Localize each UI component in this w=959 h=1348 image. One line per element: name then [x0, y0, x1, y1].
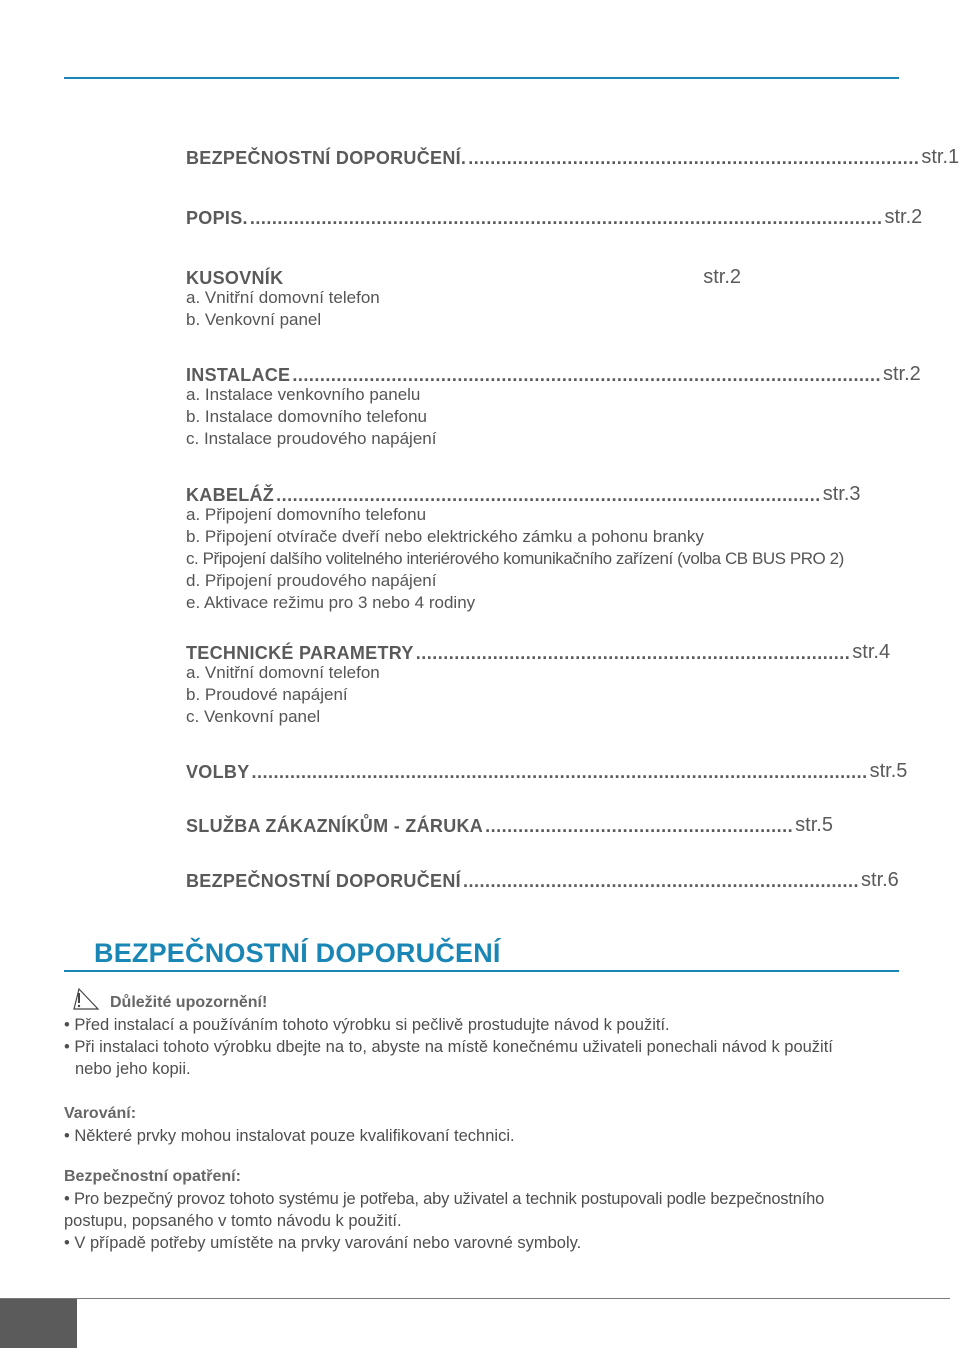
toc-entry-safety-recommendations[interactable] — [186, 868, 899, 892]
toc-leader-dots: ................................................................................................... — [276, 485, 821, 505]
toc-leader-dots: ................................................................................................................ — [251, 762, 868, 782]
toc-entry-wiring[interactable] — [186, 482, 861, 506]
safety-heading: Bezpečnostní opatření: — [64, 1168, 241, 1185]
toc-subentry[interactable]: b. Instalace domovního telefonu — [186, 407, 427, 426]
toc-entry-title: KUSOVNÍK — [186, 268, 284, 288]
toc-entry-options[interactable] — [186, 759, 908, 783]
notice-item-continuation: nebo jeho kopii. — [75, 1060, 191, 1078]
notice-item: • Před instalací a používáním tohoto výrobku si pečlivě prostudujte návod k použití. — [64, 1016, 670, 1034]
toc-subentry[interactable]: c. Venkovní panel — [186, 707, 321, 726]
warning-triangle-icon — [73, 988, 99, 1010]
safety-item: • Pro bezpečný provoz tohoto systému je potřeba, aby uživatel a technik postupovali podle bezpečnostního — [64, 1190, 825, 1208]
warning-item: • Některé prvky mohou instalovat pouze kvalifikovaní technici. — [64, 1127, 515, 1145]
toc-page-number: str.6 — [861, 869, 899, 891]
toc-page-number: str.1 — [921, 146, 959, 168]
toc-subentry[interactable]: d. Připojení proudového napájení — [186, 571, 437, 590]
toc-leader-dots: ........................................................................................................... — [292, 365, 881, 385]
section-divider — [64, 970, 899, 972]
toc-subentry[interactable]: a. Připojení domovního telefonu — [186, 505, 427, 524]
toc-entry-title: KABELÁŽ — [186, 485, 275, 505]
toc-entry-title: POPIS. — [186, 208, 248, 228]
toc-entry-parts-list[interactable] — [186, 265, 741, 289]
notice-heading: Důležité upozornění! — [110, 994, 268, 1011]
warning-heading: Varování: — [64, 1105, 137, 1122]
notice-item: • Při instalaci tohoto výrobku dbejte na to, abyste na místě konečnému uživateli ponechali návod k použití — [64, 1038, 833, 1056]
toc-leader-dots: ........................................................ — [485, 816, 794, 836]
toc-entry-title: TECHNICKÉ PARAMETRY — [186, 643, 414, 663]
toc-entry-technical-parameters[interactable] — [186, 640, 891, 664]
toc-subentry[interactable]: a. Instalace venkovního panelu — [186, 385, 421, 404]
toc-entry-title: VOLBY — [186, 762, 250, 782]
toc-entry-description[interactable] — [186, 205, 923, 229]
toc-leader-dots: ................................................................................................................... — [249, 208, 883, 228]
toc-entry-customer-service[interactable] — [186, 813, 833, 837]
toc-subentry[interactable]: c. Připojení dalšího volitelného interiérového komunikačního zařízení (volba CB BUS PRO 2) — [186, 549, 844, 568]
toc-leader-dots: ............................................................................... — [415, 643, 851, 663]
toc-page-number: str.4 — [852, 641, 891, 663]
toc-subentry[interactable]: b. Venkovní panel — [186, 310, 322, 329]
toc-page-number: str.2 — [884, 206, 923, 228]
toc-page-number: str.2 — [882, 363, 921, 385]
toc-subentry[interactable]: a. Vnitřní domovní telefon — [186, 288, 380, 307]
toc-subentry[interactable]: c. Instalace proudového napájení — [186, 429, 437, 448]
toc-subentry[interactable]: a. Vnitřní domovní telefon — [186, 663, 380, 682]
section-title: BEZPEČNOSTNÍ DOPORUČENÍ — [94, 938, 501, 968]
toc-page-number: str.3 — [822, 483, 861, 505]
toc-entry-installation[interactable] — [186, 362, 921, 386]
toc-leader-dots: .................................................................................. — [468, 148, 920, 168]
top-divider — [64, 77, 899, 79]
toc-entry-safety[interactable] — [186, 145, 959, 169]
safety-item-continuation: postupu, popsaného v tomto návodu k použití. — [64, 1212, 402, 1230]
page-number-tab — [0, 1299, 77, 1348]
toc-entry-title: BEZPEČNOSTNÍ DOPORUČENÍ. — [186, 148, 467, 168]
toc-entry-title: INSTALACE — [186, 365, 291, 385]
toc-subentry[interactable]: e. Aktivace režimu pro 3 nebo 4 rodiny — [186, 593, 476, 612]
toc-subentry[interactable]: b. Připojení otvírače dveří nebo elektrického zámku a pohonu branky — [186, 527, 704, 546]
toc-subentry[interactable]: b. Proudové napájení — [186, 685, 348, 704]
toc-entry-title: SLUŽBA ZÁKAZNÍKŮM - ZÁRUKA — [186, 816, 484, 836]
safety-item: • V případě potřeby umístěte na prvky varování nebo varovné symboly. — [64, 1234, 582, 1252]
toc-page-number: str.5 — [795, 814, 833, 836]
toc-leader-dots: ........................................................................ — [462, 871, 860, 891]
toc-page-number: str.5 — [869, 760, 908, 782]
toc-entry-title: BEZPEČNOSTNÍ DOPORUČENÍ — [186, 871, 461, 891]
toc-page-number: str.2 — [703, 266, 741, 288]
footer-divider — [0, 1298, 950, 1299]
